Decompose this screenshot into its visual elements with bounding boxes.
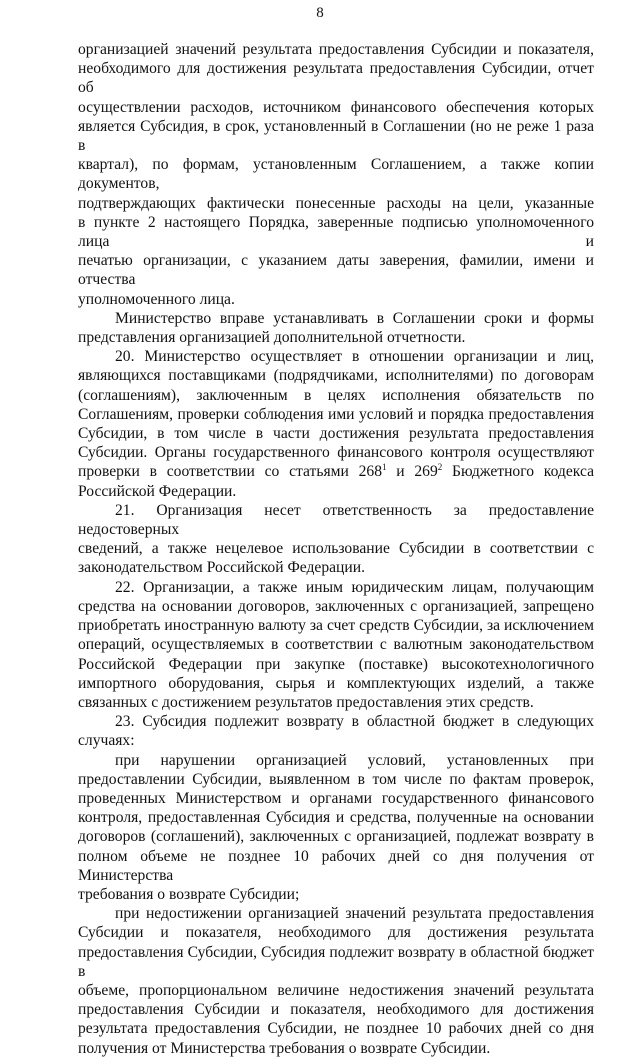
text-line: объеме, пропорциональном величине недостижения значений результата [78,981,594,999]
text-line: 20. Министерство осуществляет в отношении организации и лиц, [115,348,594,366]
text-line: печатью организации, с указанием даты заверения, фамилии, имени и отчества [78,252,594,289]
text-line: Министерство вправе устанавливать в Соглашении сроки и формы [115,309,594,327]
text-line: случаях: [78,732,135,750]
article-superscript: 2 [437,462,443,473]
text-line: 21. Организация несет ответственность за предоставление недостоверных [78,501,594,539]
paragraph-p5 [78,712,594,750]
text-line: Соглашениям, проверки соблюдения ими условий и порядка предоставления [78,405,594,423]
text-line: является Субсидия, в срок, установленный в Соглашении (но не реже 1 раза в [78,117,594,155]
text-line: организацией значений результата предоставления Субсидии и показателя, [78,41,594,58]
text-line: сведений, а также нецелевое использование Субсидии в соответствии с [78,540,594,558]
paragraph-p1 [78,309,594,347]
text-line-with-articles [78,462,594,481]
paragraph-p7 [78,904,594,1058]
text-line: операций, осуществляемых в соответствии с валютным законодательством [78,636,594,654]
text-line: при недостижении организацией значений результата предоставления [115,905,594,923]
text-line: Субсидии и показателя, необходимого для достижения результата [78,924,594,942]
text-line: законодательством Российской Федерации. [78,559,365,577]
text-line: приобретать иностранную валюту за счет средств Субсидии, за исключением [78,617,594,635]
text-line: предоставлении Субсидии, выявленном в том числе по фактам проверок, [78,770,594,788]
document-body [78,40,594,1058]
paragraph-p3 [78,501,594,578]
text-line: предоставления Субсидии и показателя, необходимого для достижения [78,1001,594,1019]
paragraph-p6 [78,751,594,905]
text-fragment: Бюджетного кодекса [442,463,594,481]
text-line: 22. Организации, а также иным юридическим лицам, получающим [115,578,594,596]
text-line: средства на основании договоров, заключенных с организацией, запрещено [78,597,594,615]
text-line: подтверждающих фактически понесенные расходы на цели, указанные [78,194,594,212]
text-line: полном объеме не позднее 10 рабочих дней со дня получения от Министерства [78,847,594,884]
text-line: импортного оборудования, сырья и комплектующих изделий, а также [78,674,594,692]
text-line: (соглашениям), заключенным в целях исполнения обязательств по [78,386,594,404]
text-line: 23. Субсидия подлежит возврату в областной бюджет в следующих [115,713,594,731]
text-line: при нарушении организацией условий, установленных при [115,751,594,769]
text-line: результата предоставления Субсидии, не позднее 10 рабочих дней со дня [78,1020,594,1038]
text-line: проведенных Министерством и органами государственного финансового [78,789,594,807]
text-line: связанных с достижением результатов предоставления этих средств. [78,693,534,711]
text-line: получения от Министерства требования о возврате Субсидии. [78,1039,491,1057]
text-line: являющихся поставщиками (подрядчиками, исполнителями) по договорам [78,367,594,385]
text-fragment: проверки в соответствии со статьями 268 [78,463,382,481]
text-line: Российской Федерации. [78,482,237,500]
text-line: контроля, предоставленная Субсидия и средства, полученные на основании [78,809,594,827]
paragraph-p0 [78,40,594,309]
text-line: осуществлении расходов, источником финансового обеспечения которых [78,98,594,116]
text-line: Субсидии, в том числе в части достижения результата предоставления [78,425,594,443]
text-line: договоров (соглашений), заключенных с организацией, подлежат возврату в [78,828,594,846]
text-line: представления организацией дополнительной отчетности. [78,329,466,347]
text-line: предоставления Субсидии, Субсидия подлежит возврату в областной бюджет в [78,943,594,980]
page-number: 8 [316,5,324,21]
text-line: квартал), по формам, установленным Соглашением, а также копии документов, [78,156,594,193]
article-superscript: 1 [382,462,387,473]
text-line: Субсидии. Органы государственного финансового контроля осуществляют [78,444,594,462]
text-line: в пункте 2 настоящего Порядка, заверенные подписью уполномоченного лица и [78,213,594,251]
paragraph-p4 [78,578,594,712]
text-line: требования о возврате Субсидии; [78,885,300,903]
paragraph-p2 [78,347,594,501]
text-line: необходимого для достижения результата предоставления Субсидии, отчет об [78,60,594,97]
text-line: Российской Федерации при закупке (поставке) высокотехнологичного [78,655,594,673]
text-fragment: и 269 [386,463,438,481]
text-line: уполномоченного лица. [78,290,235,308]
